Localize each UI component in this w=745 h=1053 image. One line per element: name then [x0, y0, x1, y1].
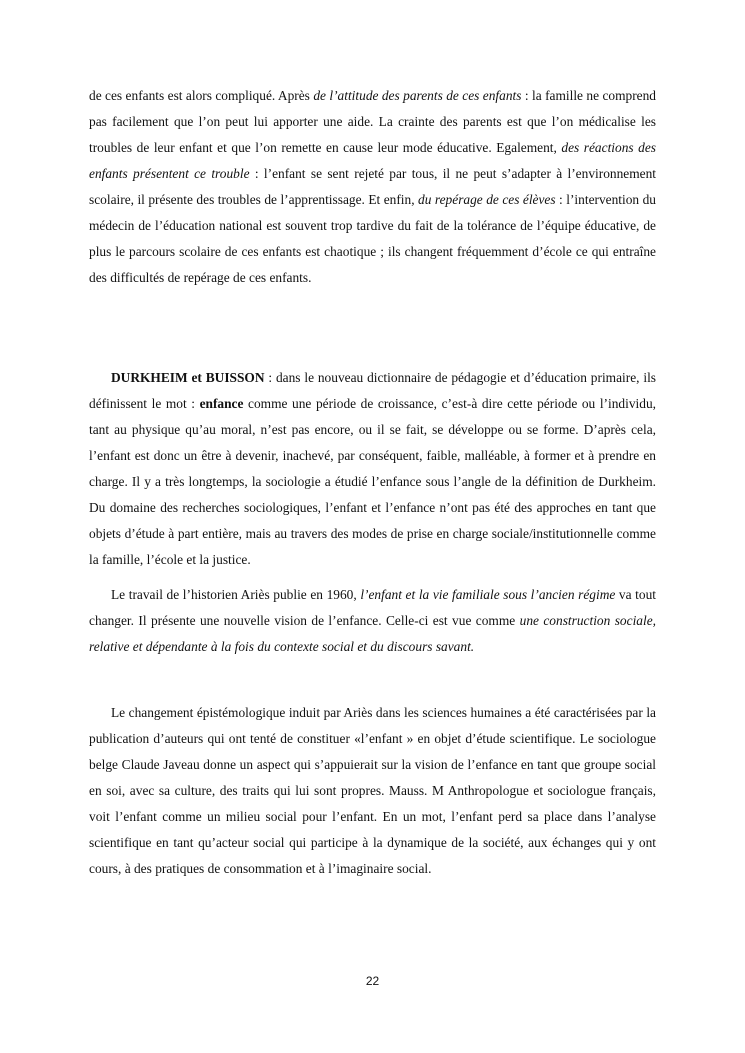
text-run: Le travail de l’historien Ariès publie en 1960,: [111, 587, 361, 602]
italic-run: de l’attitude des parents de ces enfants: [313, 88, 522, 103]
italic-run: une construction sociale, relative et dépendante à la fois du contexte social et du discours savant.: [89, 613, 656, 654]
text-run: va tout changer. Il présente une nouvelle vision de l’enfance. Celle-ci est vue comme: [89, 587, 656, 628]
text-run: : l’intervention du médecin de l’éducation national est souvent trop tardive du fait de la tolérance de l’équipe éducative, de plus le parcours scolaire de ces enfants est chaotique ; ils changent fréquemment d’école ce qui entraîne des difficultés de repérage de ces enfants.: [89, 192, 656, 285]
text-run: comme une période de croissance, c’est-à dire cette période ou l’individu, tant au physique qu’au moral, n’est pas encore, ou il se fait, se développe ou se forme. D’après cela, l’enfant est donc un être à devenir, inachevé, par conséquent, faible, malléable, à former et à prendre en charge. Il y a très longtemps, la sociologie a étudié l’enfance sous l’angle de la définition de Durkheim. Du domaine des recherches sociologiques, l’enfant et l’enfance n’ont pas été des approches en tant que objets d’étude à part entière, mais au travers des modes de prise en charge sociale/institutionnelle comme la famille, l’école et la justice.: [89, 396, 656, 567]
paragraph-epistemological-change: [89, 700, 656, 882]
text-run: Le changement épistémologique induit par Ariès dans les sciences humaines a été caractérisées par la publication d’auteurs qui ont tenté de constituer «l’enfant » en objet d’étude scientifique. Le sociologue belge Claude Javeau donne un aspect qui s’appuierait sur la vision de l’enfance en tant que groupe social en soi, avec sa culture, des traits qui lui sont propres. Mauss. M Anthropologue et sociologue français, voit l’enfant comme un milieu social pour l’enfant. En un mot, l’enfant perd sa place dans l’analyse scientifique en tant qu’acteur social qui participe à la dynamique de la société, aux échanges qui y ont cours, à des pratiques de consommation et à l’imaginaire social.: [89, 705, 656, 876]
bold-run: enfance: [199, 396, 244, 411]
paragraph-aries: [89, 582, 656, 660]
bold-run: DURKHEIM et BUISSON: [111, 370, 265, 385]
text-run: : l’enfant se sent rejeté par tous, il ne peut s’adapter à l’environnement scolaire, il présente des troubles de l’apprentissage. Et enfin,: [89, 166, 656, 207]
text-run: : dans le nouveau dictionnaire de pédagogie et d’éducation primaire, ils définissent le mot :: [89, 370, 657, 411]
italic-run: l’enfant et la vie familiale sous l’ancien régime: [360, 587, 616, 602]
text-run: de ces enfants est alors compliqué. Après: [89, 88, 314, 103]
text-run: : la famille ne comprend pas facilement que l’on peut lui apporter une aide. La crainte des parents est que l’on médicalise les troubles de leur enfant et que l’on remette en cause leur mode éducative. Egalement,: [89, 88, 656, 155]
italic-run: du repérage de ces élèves: [418, 192, 556, 207]
paragraph-family-reactions: [89, 83, 656, 291]
page-number: 22: [365, 974, 380, 988]
paragraph-durkheim-buisson: [89, 365, 656, 573]
italic-run: des réactions des enfants présentent ce trouble: [89, 140, 656, 181]
